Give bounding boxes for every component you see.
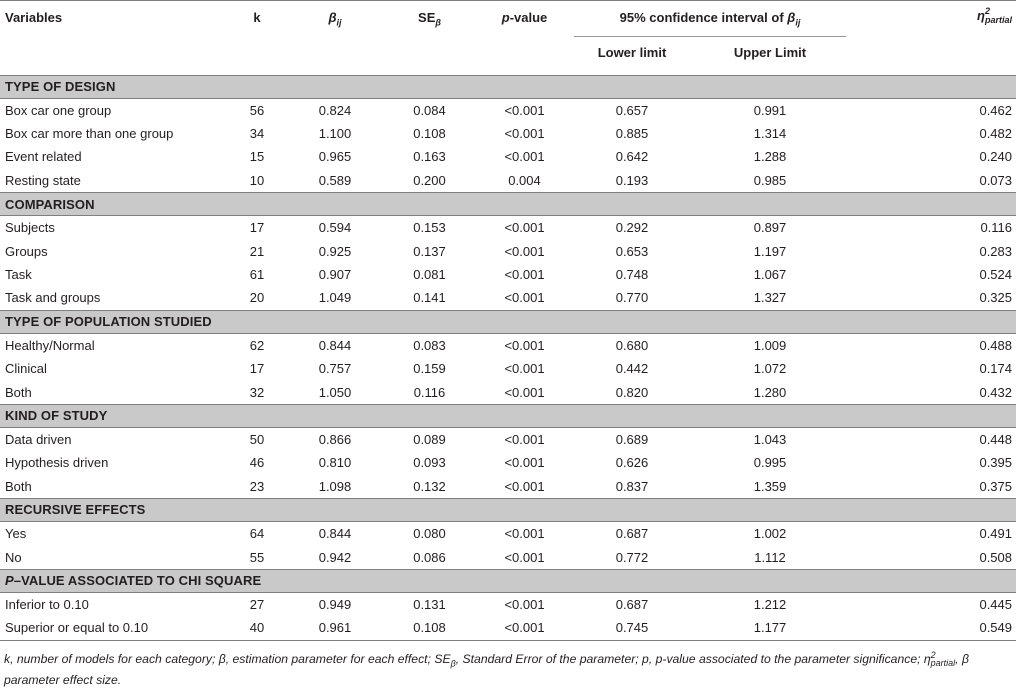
col-header-lower: Lower limit bbox=[597, 45, 667, 60]
cell-lower: 0.772 bbox=[615, 549, 649, 565]
cell-k: 40 bbox=[226, 616, 288, 640]
cell-p: <0.001 bbox=[504, 290, 545, 306]
cell-variable: Subjects bbox=[5, 220, 55, 236]
cell-lower: 0.689 bbox=[615, 431, 649, 447]
table-row bbox=[0, 616, 1016, 640]
cell-variable: Box car more than one group bbox=[5, 126, 174, 142]
cell-lower: 0.626 bbox=[615, 455, 649, 471]
cell-se: 0.200 bbox=[413, 172, 446, 188]
cell-lower: 0.653 bbox=[615, 243, 649, 259]
cell-lower: 0.193 bbox=[615, 172, 649, 188]
cell-variable: Clinical bbox=[5, 361, 47, 377]
cell-beta: 0.844 bbox=[318, 526, 352, 542]
cell-eta: 0.448 bbox=[979, 431, 1013, 447]
cell-p: <0.001 bbox=[504, 596, 545, 612]
table-footnote bbox=[4, 651, 1012, 689]
cell-beta: 0.844 bbox=[318, 337, 352, 353]
cell-k: 20 bbox=[249, 290, 265, 306]
cell-eta: 0.283 bbox=[979, 243, 1013, 259]
cell-upper: 1.067 bbox=[753, 267, 787, 283]
cell-variable: Yes bbox=[5, 526, 27, 542]
table-row bbox=[0, 475, 1016, 499]
cell-eta: 0.174 bbox=[979, 361, 1013, 377]
cell-p: <0.001 bbox=[504, 361, 545, 377]
cell-se: 0.153 bbox=[413, 220, 446, 236]
cell-k: 32 bbox=[249, 384, 265, 400]
cell-lower: 0.442 bbox=[615, 361, 649, 377]
se-subscript: β bbox=[435, 17, 441, 28]
cell-k: 21 bbox=[249, 243, 265, 259]
cell-se: 0.131 bbox=[413, 596, 446, 612]
col-header-se bbox=[382, 1, 477, 76]
section-title: –VALUE ASSOCIATED TO CHI SQUARE bbox=[13, 573, 262, 589]
cell-variable: No bbox=[5, 549, 22, 565]
cell-eta: 0.240 bbox=[979, 149, 1013, 165]
cell-variable: Healthy/Normal bbox=[5, 337, 95, 353]
cell-upper: 1.009 bbox=[753, 337, 787, 353]
beta-symbol: β bbox=[328, 10, 337, 25]
cell-p: <0.001 bbox=[504, 220, 545, 236]
table-row bbox=[0, 239, 1016, 262]
cell-k: 64 bbox=[249, 526, 265, 542]
col-header-variables: Variables bbox=[0, 1, 226, 76]
cell-eta: 0.395 bbox=[979, 455, 1013, 471]
cell-se: 0.108 bbox=[382, 616, 477, 640]
cell-variable: Superior or equal to 0.10 bbox=[0, 616, 226, 640]
cell-p: <0.001 bbox=[504, 243, 545, 259]
cell-upper: 1.112 bbox=[754, 549, 786, 565]
cell-upper: 1.177 bbox=[692, 616, 848, 640]
section-header: KIND OF STUDY bbox=[0, 404, 1016, 427]
section-header bbox=[0, 569, 1016, 592]
cell-k: 15 bbox=[249, 149, 265, 165]
ci-header-line bbox=[574, 10, 846, 37]
cell-eta: 0.482 bbox=[979, 126, 1013, 142]
cell-se: 0.086 bbox=[413, 549, 446, 565]
cell-upper: 0.985 bbox=[753, 172, 787, 188]
table-row bbox=[0, 592, 1016, 616]
cell-eta: 0.116 bbox=[980, 220, 1013, 236]
cell-eta: 0.549 bbox=[848, 616, 1016, 640]
cell-beta: 0.594 bbox=[318, 220, 352, 236]
cell-eta: 0.445 bbox=[979, 596, 1013, 612]
table-row bbox=[0, 263, 1016, 286]
table-row bbox=[0, 286, 1016, 310]
cell-upper: 1.072 bbox=[753, 361, 787, 377]
cell-upper: 1.280 bbox=[753, 384, 787, 400]
cell-se: 0.132 bbox=[413, 478, 446, 494]
cell-lower: 0.770 bbox=[615, 290, 649, 306]
cell-beta: 0.907 bbox=[318, 267, 352, 283]
cell-variable: Task bbox=[5, 267, 32, 283]
cell-se: 0.093 bbox=[413, 455, 446, 471]
cell-p: <0.001 bbox=[504, 384, 545, 400]
footnote-eta-sub: partial bbox=[930, 658, 956, 668]
cell-eta: 0.432 bbox=[979, 384, 1013, 400]
cell-beta: 0.961 bbox=[288, 616, 382, 640]
cell-lower: 0.837 bbox=[615, 478, 649, 494]
cell-lower: 0.748 bbox=[615, 267, 649, 283]
p-rest: -value bbox=[509, 10, 548, 25]
cell-p: <0.001 bbox=[504, 526, 545, 542]
section-title-italic: P bbox=[5, 573, 14, 589]
cell-se: 0.089 bbox=[413, 431, 446, 447]
cell-beta: 0.942 bbox=[318, 549, 352, 565]
cell-p: <0.001 bbox=[504, 102, 545, 118]
table-row bbox=[0, 169, 1016, 193]
cell-k: 17 bbox=[249, 220, 265, 236]
cell-p: <0.001 bbox=[504, 126, 545, 142]
cell-eta: 0.375 bbox=[979, 478, 1013, 494]
ci-beta: β bbox=[787, 10, 796, 25]
cell-eta: 0.462 bbox=[979, 102, 1013, 118]
cell-se: 0.137 bbox=[413, 243, 446, 259]
cell-beta: 1.050 bbox=[318, 384, 352, 400]
table-row bbox=[0, 545, 1016, 569]
table-row bbox=[0, 98, 1016, 122]
cell-p: <0.001 bbox=[504, 478, 545, 494]
cell-beta: 0.810 bbox=[318, 455, 352, 471]
cell-se: 0.141 bbox=[413, 290, 446, 306]
cell-upper: 1.043 bbox=[753, 431, 787, 447]
cell-variable: Both bbox=[5, 384, 32, 400]
cell-upper: 0.991 bbox=[753, 102, 787, 118]
cell-upper: 0.995 bbox=[753, 455, 787, 471]
cell-variable: Groups bbox=[5, 243, 48, 259]
cell-k: 50 bbox=[249, 431, 265, 447]
cell-p: <0.001 bbox=[504, 455, 545, 471]
cell-k: 56 bbox=[249, 102, 265, 118]
cell-se: 0.083 bbox=[413, 337, 446, 353]
table-row bbox=[0, 380, 1016, 404]
cell-upper: 0.897 bbox=[753, 220, 787, 236]
cell-lower: 0.885 bbox=[615, 126, 649, 142]
cell-variable: Hypothesis driven bbox=[5, 455, 109, 471]
cell-se: 0.081 bbox=[413, 267, 446, 283]
cell-se: 0.159 bbox=[413, 361, 446, 377]
cell-p: 0.004 bbox=[508, 172, 541, 188]
table-row bbox=[0, 521, 1016, 545]
cell-eta: 0.524 bbox=[979, 267, 1013, 283]
eta-symbol: η bbox=[977, 8, 985, 23]
footnote-part3: , β parameter effect size. bbox=[4, 652, 969, 688]
cell-eta: 0.491 bbox=[979, 526, 1013, 542]
beta-subscript: ij bbox=[336, 17, 342, 28]
cell-beta: 1.049 bbox=[318, 290, 352, 306]
ci-beta-subscript: ij bbox=[795, 17, 801, 28]
cell-k: 17 bbox=[249, 361, 265, 377]
cell-se: 0.116 bbox=[413, 384, 446, 400]
cell-k: 10 bbox=[249, 172, 265, 188]
cell-se: 0.108 bbox=[413, 126, 446, 142]
ci-prefix: 95% confidence interval of bbox=[619, 10, 788, 25]
footnote-part1: k, number of models for each category; β, estimation parameter for each effect; SE bbox=[4, 652, 451, 666]
cell-p: <0.001 bbox=[504, 267, 545, 283]
p-italic: p bbox=[501, 10, 510, 25]
cell-beta: 0.824 bbox=[318, 102, 352, 118]
cell-variable: Task and groups bbox=[5, 290, 101, 306]
section-header: RECURSIVE EFFECTS bbox=[0, 498, 1016, 521]
section-header: TYPE OF POPULATION STUDIED bbox=[0, 310, 1016, 333]
cell-variable: Inferior to 0.10 bbox=[5, 596, 89, 612]
col-header-eta bbox=[848, 1, 1016, 76]
footnote-part2: , Standard Error of the parameter; p, p-value associated to the parameter significance; η bbox=[455, 652, 931, 666]
footnote-se-subscript: β bbox=[450, 658, 456, 669]
table-row bbox=[0, 216, 1016, 240]
table-row bbox=[0, 427, 1016, 451]
col-header-beta bbox=[288, 1, 382, 76]
cell-beta: 0.589 bbox=[318, 172, 352, 188]
cell-lower: 0.745 bbox=[572, 616, 692, 640]
col-header-ci bbox=[572, 1, 848, 38]
cell-lower: 0.680 bbox=[615, 337, 649, 353]
cell-lower: 0.820 bbox=[615, 384, 649, 400]
table-row bbox=[0, 145, 1016, 168]
cell-beta: 0.965 bbox=[318, 149, 352, 165]
cell-p: <0.001 bbox=[504, 337, 545, 353]
table-row bbox=[0, 357, 1016, 380]
cell-beta: 1.098 bbox=[318, 478, 352, 494]
cell-variable: Data driven bbox=[5, 431, 72, 447]
cell-lower: 0.657 bbox=[615, 102, 649, 118]
cell-p: <0.001 bbox=[477, 616, 572, 640]
cell-upper: 1.314 bbox=[753, 126, 787, 142]
cell-beta: 0.949 bbox=[318, 596, 352, 612]
cell-beta: 1.100 bbox=[318, 126, 352, 142]
section-header: COMPARISON bbox=[0, 193, 1016, 216]
eta-subscript: partial bbox=[985, 15, 1013, 25]
col-header-p-value bbox=[477, 1, 572, 76]
cell-upper: 1.197 bbox=[753, 243, 787, 259]
cell-beta: 0.866 bbox=[318, 431, 352, 447]
cell-upper: 1.359 bbox=[753, 478, 787, 494]
se-label: SE bbox=[418, 10, 436, 25]
cell-variable: Resting state bbox=[5, 172, 81, 188]
col-header-k: k bbox=[226, 1, 288, 76]
table-row bbox=[0, 451, 1016, 474]
cell-eta: 0.508 bbox=[979, 549, 1013, 565]
table-row bbox=[0, 122, 1016, 145]
eta-superscript: 2 bbox=[985, 6, 991, 16]
cell-k: 55 bbox=[249, 549, 265, 565]
cell-lower: 0.687 bbox=[615, 526, 649, 542]
cell-p: <0.001 bbox=[504, 549, 545, 565]
cell-eta: 0.073 bbox=[979, 172, 1013, 188]
cell-k: 62 bbox=[249, 337, 265, 353]
cell-lower: 0.292 bbox=[615, 220, 649, 236]
cell-beta: 0.925 bbox=[318, 243, 352, 259]
cell-eta: 0.325 bbox=[979, 290, 1013, 306]
cell-se: 0.080 bbox=[413, 526, 446, 542]
footnote-eta-sup: 2 bbox=[930, 650, 936, 660]
table-body bbox=[0, 75, 1016, 640]
col-header-upper: Upper Limit bbox=[733, 45, 807, 60]
cell-k: 27 bbox=[249, 596, 265, 612]
cell-upper: 1.212 bbox=[753, 596, 787, 612]
cell-k: 61 bbox=[249, 267, 265, 283]
cell-se: 0.163 bbox=[413, 149, 446, 165]
cell-lower: 0.687 bbox=[615, 596, 649, 612]
cell-upper: 1.002 bbox=[753, 526, 787, 542]
cell-variable: Box car one group bbox=[5, 102, 112, 118]
cell-lower: 0.642 bbox=[615, 149, 649, 165]
cell-p: <0.001 bbox=[504, 149, 545, 165]
cell-variable: Event related bbox=[5, 149, 82, 165]
cell-beta: 0.757 bbox=[318, 361, 352, 377]
cell-se: 0.084 bbox=[413, 102, 446, 118]
cell-variable: Both bbox=[5, 478, 32, 494]
cell-p: <0.001 bbox=[504, 431, 545, 447]
cell-k: 23 bbox=[249, 478, 265, 494]
section-header: TYPE OF DESIGN bbox=[0, 75, 1016, 98]
cell-eta: 0.488 bbox=[979, 337, 1013, 353]
cell-k: 34 bbox=[249, 126, 265, 142]
table-row bbox=[0, 333, 1016, 357]
cell-upper: 1.288 bbox=[753, 149, 787, 165]
cell-k: 46 bbox=[249, 455, 265, 471]
cell-upper: 1.327 bbox=[753, 290, 787, 306]
